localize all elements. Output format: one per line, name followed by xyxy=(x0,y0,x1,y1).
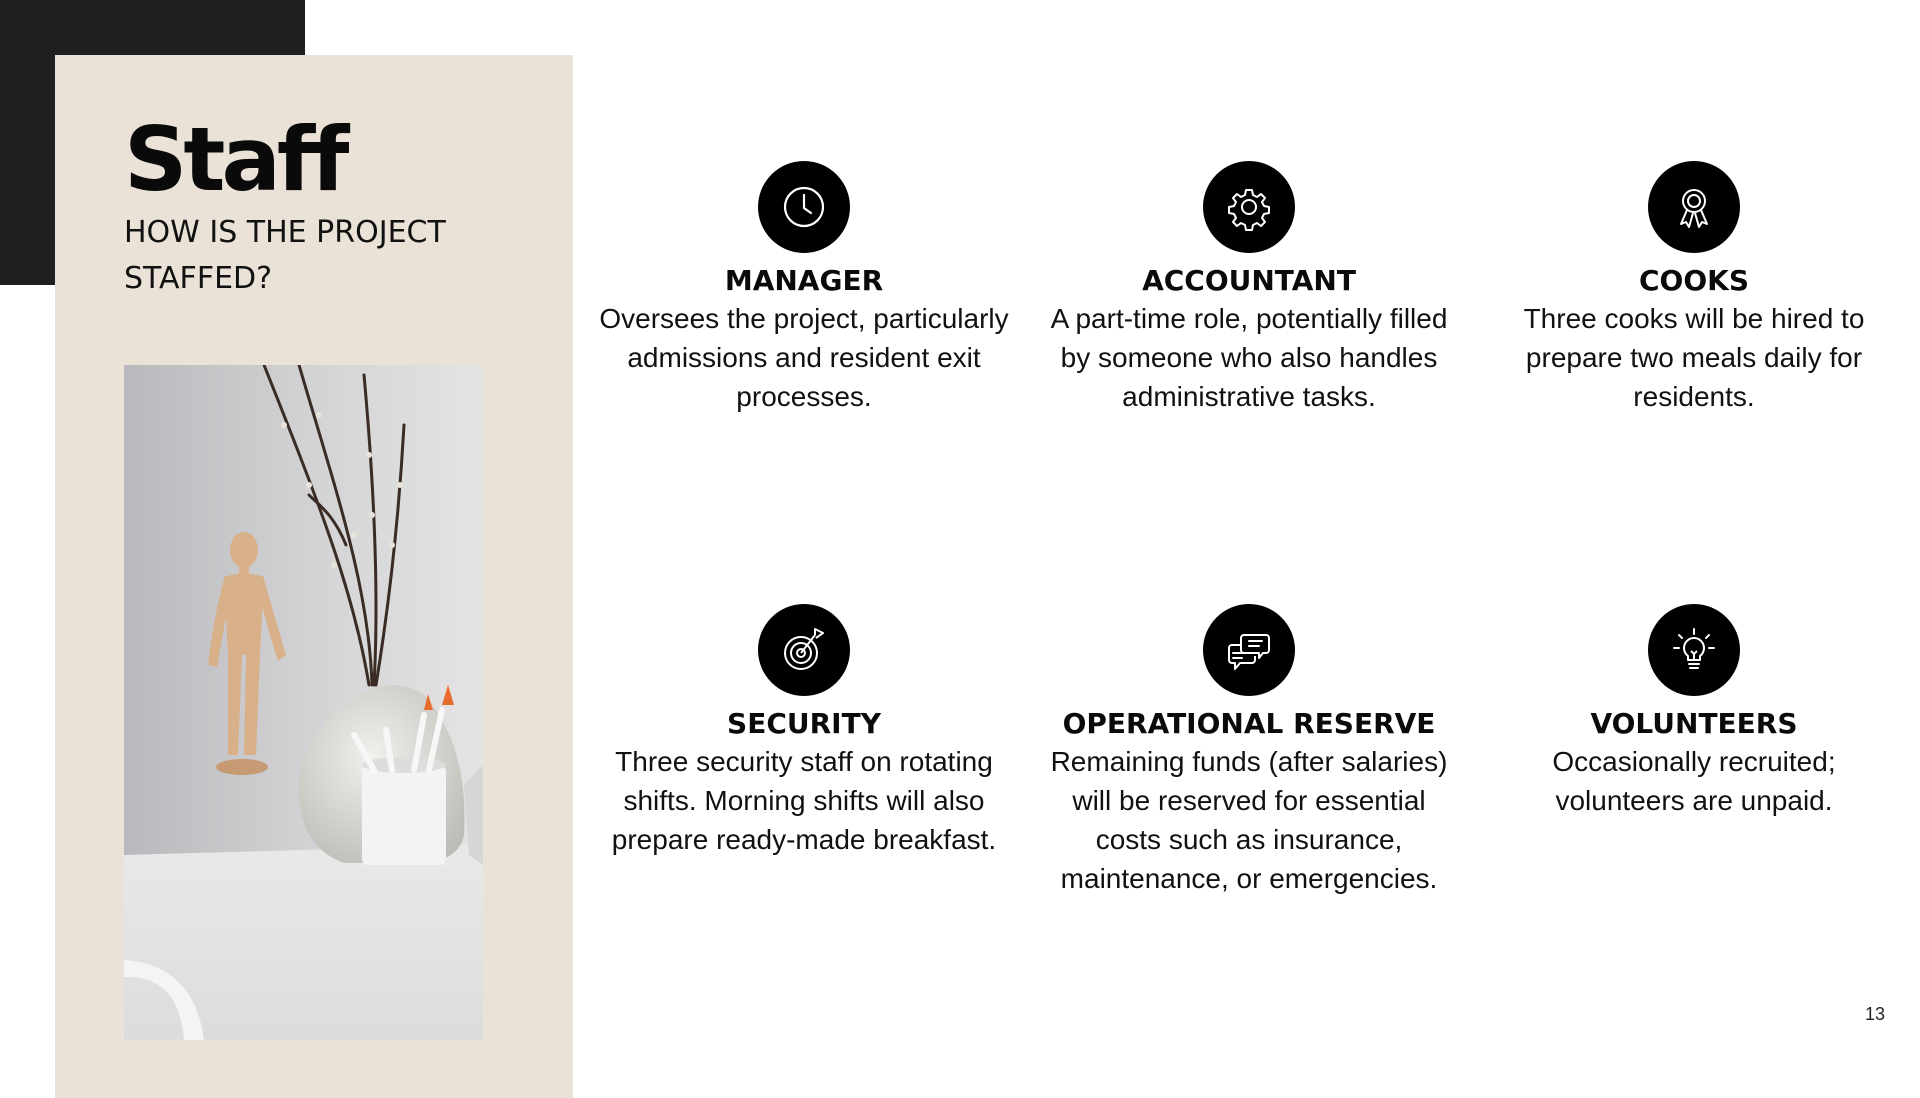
role-volunteers xyxy=(1484,604,1904,820)
gear-icon xyxy=(1203,161,1295,253)
role-accountant xyxy=(1039,161,1459,416)
clock-icon xyxy=(758,161,850,253)
slide-subtitle: HOW IS THE PROJECT STAFFED? xyxy=(124,215,446,296)
ribbon-award-icon xyxy=(1648,161,1740,253)
role-title: ACCOUNTANT xyxy=(1142,264,1356,297)
chat-bubbles-icon xyxy=(1203,604,1295,696)
role-cooks xyxy=(1484,161,1904,416)
role-description: Remaining funds (after salaries) will be reserved for essential costs such as insurance, maintenance, or emergencies. xyxy=(1050,746,1448,894)
role-description: Oversees the project, particularly admissions and resident exit processes. xyxy=(599,303,1009,412)
role-operational-reserve xyxy=(1039,604,1459,898)
target-flag-icon xyxy=(758,604,850,696)
slide-title: Staff xyxy=(124,108,346,211)
role-description: A part-time role, potentially filled by someone who also handles administrative tasks. xyxy=(1050,303,1448,412)
lightbulb-icon xyxy=(1648,604,1740,696)
role-title: MANAGER xyxy=(724,264,884,297)
still-life-photo xyxy=(124,365,483,1040)
role-security xyxy=(594,604,1014,859)
role-title: VOLUNTEERS xyxy=(1590,707,1798,740)
page-number: 13 xyxy=(1864,1004,1885,1024)
role-description: Occasionally recruited; volunteers are unpaid. xyxy=(1552,746,1836,816)
role-description: Three security staff on rotating shifts. Morning shifts will also prepare ready-made breakfast. xyxy=(611,746,997,855)
role-title: COOKS xyxy=(1638,264,1750,297)
role-description: Three cooks will be hired to prepare two meals daily for residents. xyxy=(1523,303,1865,412)
role-title: OPERATIONAL RESERVE xyxy=(1062,707,1436,740)
role-manager xyxy=(594,161,1014,416)
role-title: SECURITY xyxy=(727,707,881,740)
